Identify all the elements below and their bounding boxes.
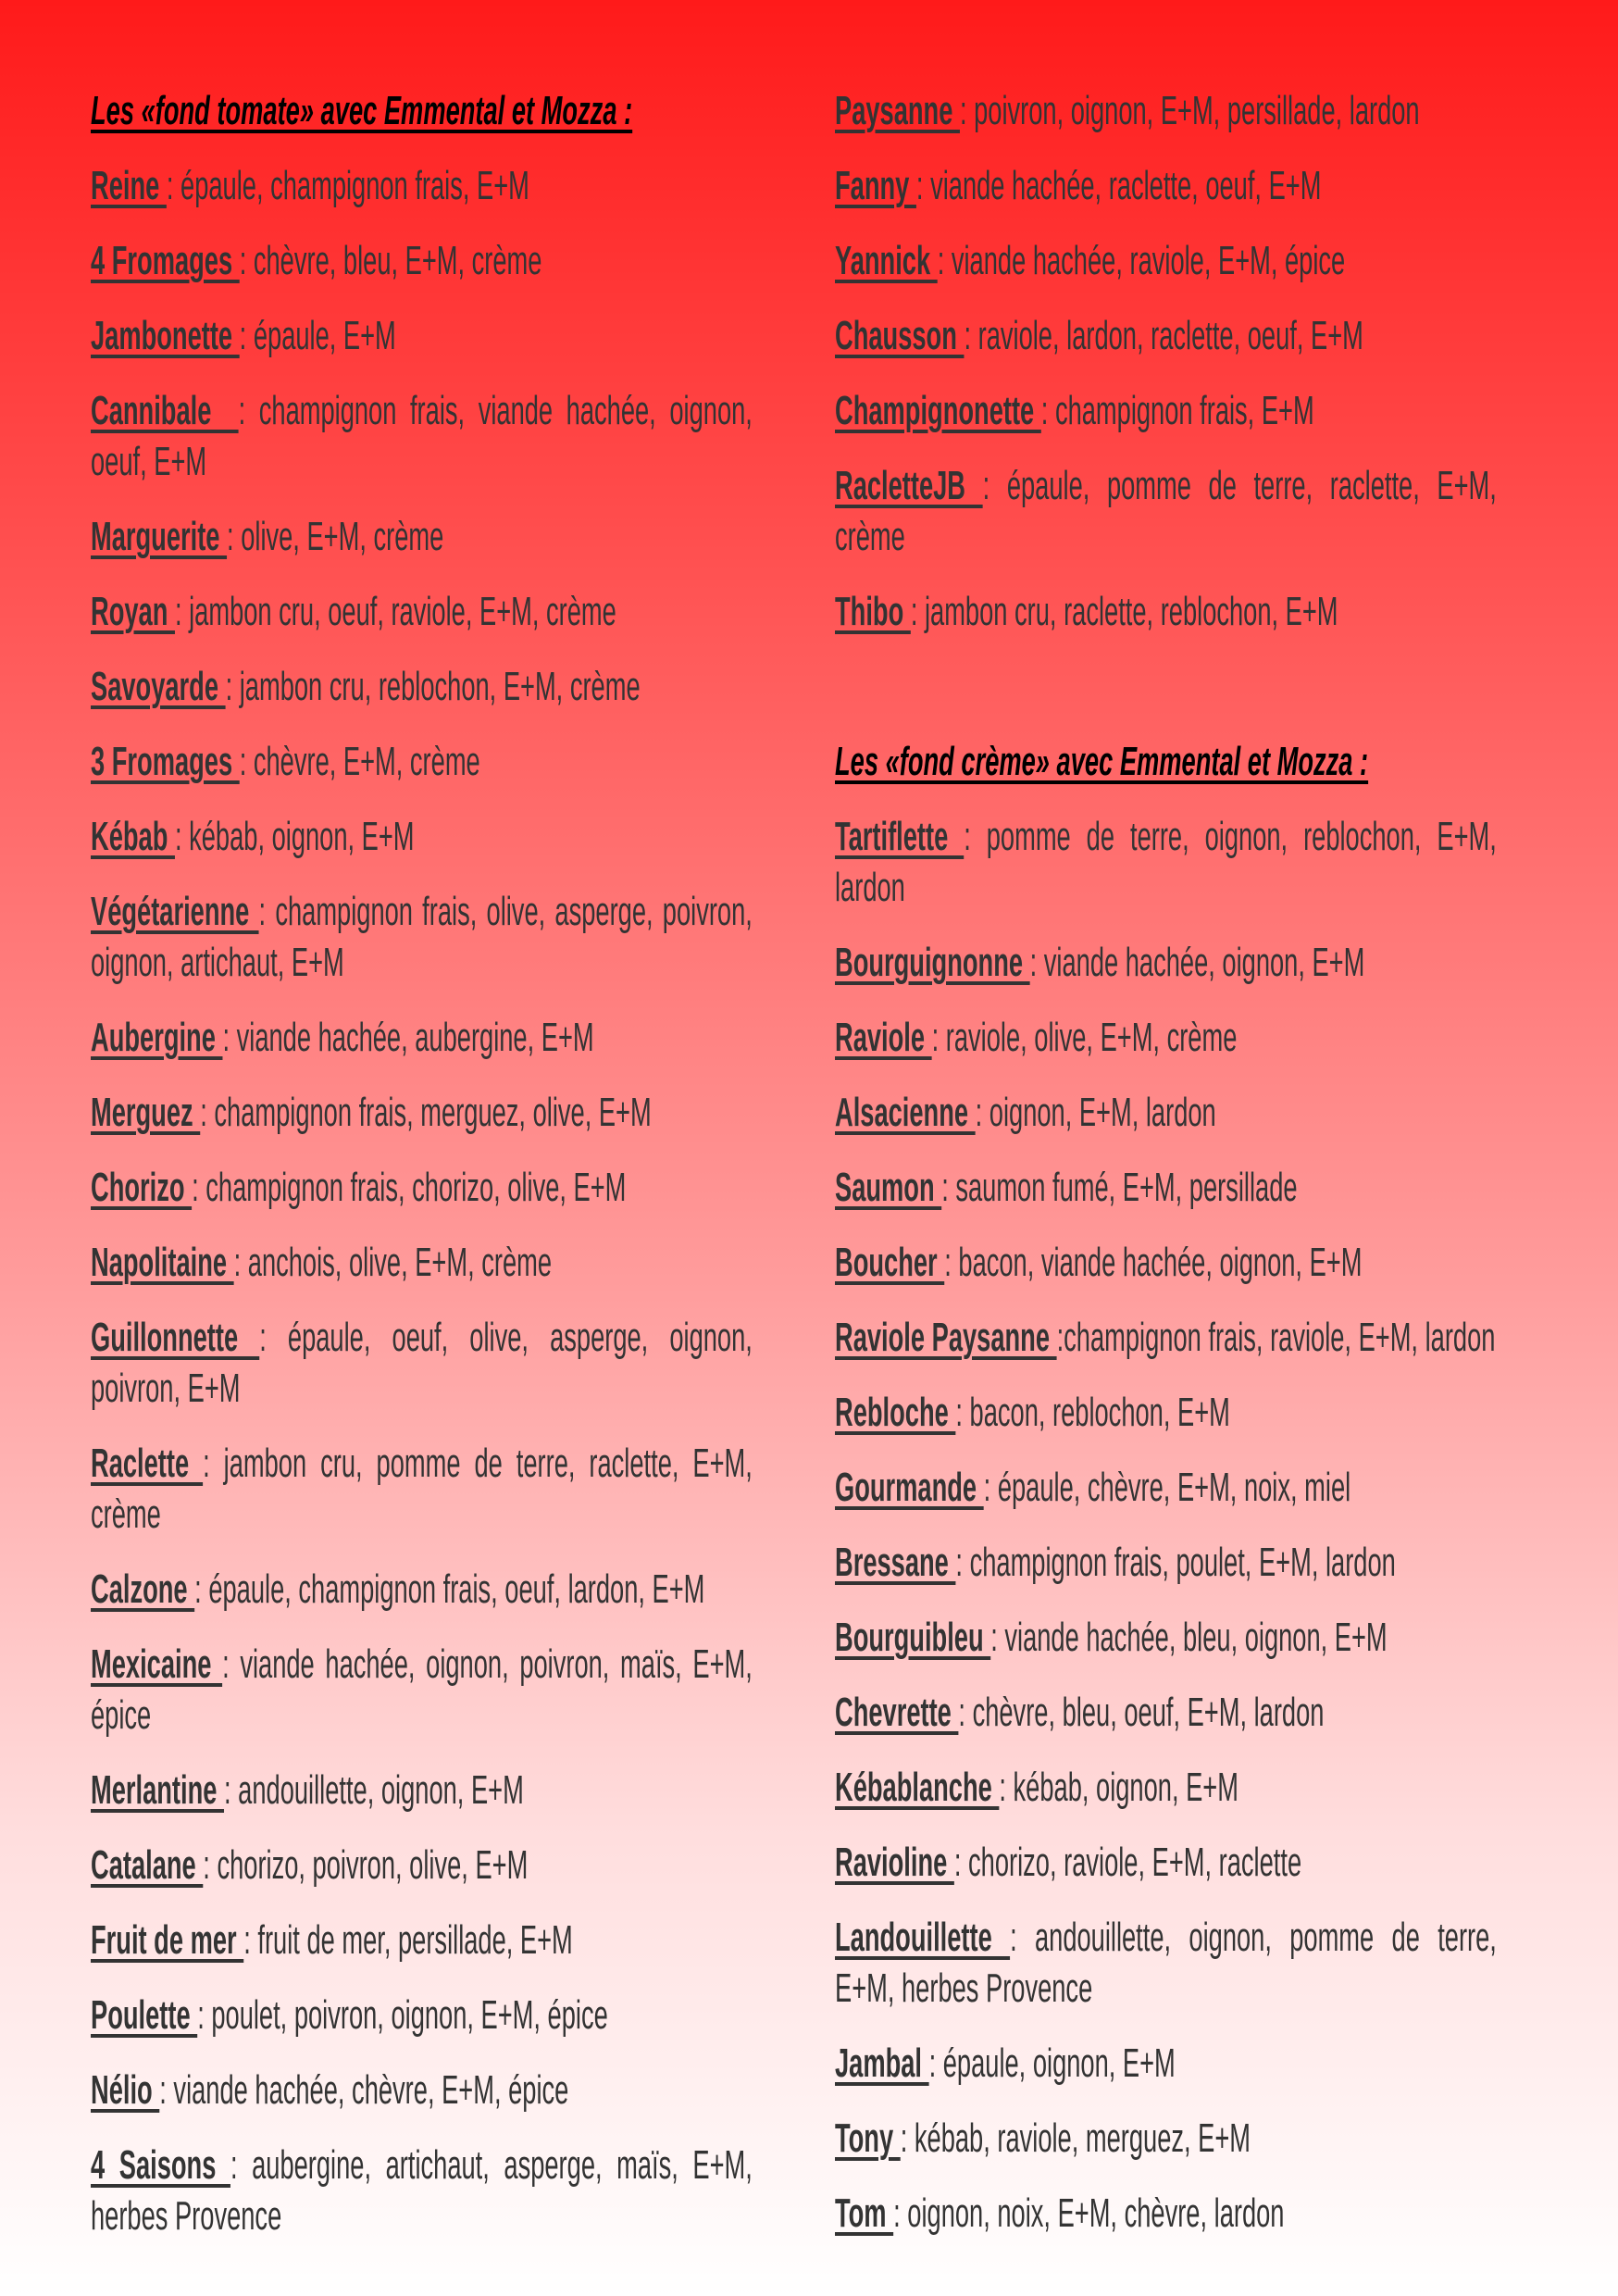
fond-tomate-list-continued — [835, 85, 1497, 637]
pizza-name: Paysanne — [835, 88, 960, 133]
pizza-ingredients: : viande hachée, bleu, oignon, E+M — [990, 1615, 1388, 1660]
pizza-name: Chevrette — [835, 1690, 959, 1735]
pizza-item — [91, 886, 753, 988]
pizza-name: Gourmande — [835, 1465, 984, 1510]
fond-tomate-list — [91, 160, 753, 2241]
pizza-ingredients: : raviole, olive, E+M, crème — [931, 1015, 1238, 1060]
pizza-name: Catalane — [91, 1842, 204, 1888]
pizza-name: Boucher — [835, 1240, 945, 1285]
pizza-ingredients: : poulet, poivron, oignon, E+M, épice — [197, 1992, 608, 2038]
pizza-item — [835, 1537, 1497, 1588]
pizza-ingredients: : saumon fumé, E+M, persillade — [941, 1165, 1298, 1210]
pizza-ingredients: : champignon frais, olive, asperge, poivron, oignon, artichaut, E+M — [91, 889, 753, 985]
pizza-item — [91, 811, 753, 862]
right-column — [835, 85, 1497, 2263]
pizza-item — [835, 1012, 1497, 1063]
pizza-item — [835, 1387, 1497, 1438]
pizza-ingredients: : kébab, oignon, E+M — [174, 814, 415, 859]
pizza-item — [835, 460, 1497, 562]
pizza-name: Fanny — [835, 163, 916, 208]
pizza-item — [835, 385, 1497, 436]
pizza-item — [91, 385, 753, 487]
pizza-name: Raclette — [91, 1441, 204, 1486]
pizza-ingredients: : champignon frais, viande hachée, oignon, oeuf, E+M — [91, 388, 753, 484]
pizza-item — [835, 310, 1497, 361]
pizza-ingredients: : oignon, noix, E+M, chèvre, lardon — [893, 2190, 1285, 2236]
section-header-fond-tomate: Les «fond tomate» avec Emmental et Mozza : — [91, 88, 633, 133]
pizza-name: Merlantine — [91, 1767, 225, 1813]
pizza-ingredients: : épaule, E+M — [239, 313, 396, 358]
pizza-ingredients: : épaule, champignon frais, E+M — [166, 163, 529, 208]
pizza-name: 4 Saisons — [91, 2142, 230, 2188]
left-column — [91, 85, 753, 2265]
pizza-ingredients: : chèvre, bleu, oeuf, E+M, lardon — [958, 1690, 1325, 1735]
pizza-ingredients: : jambon cru, raclette, reblochon, E+M — [910, 589, 1338, 634]
pizza-ingredients: : champignon frais, poulet, E+M, lardon — [955, 1540, 1396, 1585]
pizza-item — [91, 1438, 753, 1540]
pizza-name: Alsacienne — [835, 1090, 976, 1135]
pizza-item — [91, 1087, 753, 1138]
pizza-name: Guillonnette — [91, 1315, 260, 1360]
pizza-item — [91, 736, 753, 787]
pizza-item — [91, 1765, 753, 1816]
pizza-item — [91, 1237, 753, 1288]
pizza-name: Mexicaine — [91, 1641, 223, 1687]
pizza-item — [835, 85, 1497, 136]
pizza-ingredients: : aubergine, artichaut, asperge, maïs, E+M, herbes Provence — [91, 2142, 753, 2239]
pizza-item — [835, 160, 1497, 211]
pizza-item — [835, 235, 1497, 286]
section-header-fond-creme: Les «fond crème» avec Emmental et Mozza : — [835, 739, 1369, 784]
pizza-ingredients: : viande hachée, aubergine, E+M — [222, 1015, 594, 1060]
pizza-ingredients: : champignon frais, chorizo, olive, E+M — [192, 1165, 627, 1210]
pizza-ingredients: : chorizo, raviole, E+M, raclette — [953, 1840, 1302, 1885]
pizza-name: Royan — [91, 589, 175, 634]
pizza-item — [835, 811, 1497, 913]
pizza-name: Savoyarde — [91, 664, 226, 709]
pizza-item — [835, 2113, 1497, 2164]
pizza-item — [835, 1312, 1497, 1363]
pizza-name: Reine — [91, 163, 167, 208]
pizza-name: Raviole — [835, 1015, 932, 1060]
pizza-ingredients: : olive, E+M, crème — [227, 514, 444, 559]
pizza-name: Napolitaine — [91, 1240, 234, 1285]
pizza-name: Marguerite — [91, 514, 228, 559]
pizza-ingredients: : chèvre, bleu, E+M, crème — [239, 238, 542, 283]
pizza-ingredients: : jambon cru, oeuf, raviole, E+M, crème — [174, 589, 616, 634]
pizza-name: 3 Fromages — [91, 739, 240, 784]
pizza-name: Jambal — [835, 2040, 929, 2086]
pizza-ingredients: : andouillette, oignon, E+M — [224, 1767, 524, 1813]
pizza-ingredients: : andouillette, oignon, pomme de terre, E+M, herbes Provence — [835, 1915, 1497, 2011]
pizza-item — [91, 2065, 753, 2115]
pizza-name: Végétarienne — [91, 889, 259, 934]
pizza-name: Saumon — [835, 1165, 942, 1210]
pizza-item — [91, 1162, 753, 1213]
pizza-name: Merguez — [91, 1090, 201, 1135]
pizza-ingredients: : épaule, champignon frais, oeuf, lardon, E+M — [194, 1566, 705, 1612]
pizza-name: Rebloche — [835, 1390, 956, 1435]
pizza-ingredients: : épaule, oeuf, olive, asperge, oignon, poivron, E+M — [91, 1315, 753, 1411]
pizza-item — [835, 1237, 1497, 1288]
pizza-name: Landouillette — [835, 1915, 1011, 1960]
pizza-ingredients: : champignon frais, merguez, olive, E+M — [200, 1090, 652, 1135]
pizza-name: RacletteJB — [835, 463, 983, 508]
pizza-ingredients: :champignon frais, raviole, E+M, lardon — [1056, 1315, 1496, 1360]
pizza-name: Calzone — [91, 1566, 195, 1612]
pizza-name: Tony — [835, 2115, 901, 2161]
pizza-item — [91, 1639, 753, 1741]
pizza-item — [91, 235, 753, 286]
pizza-ingredients: : anchois, olive, E+M, crème — [233, 1240, 553, 1285]
pizza-item — [835, 1687, 1497, 1738]
fond-creme-list — [835, 811, 1497, 2239]
pizza-ingredients: : oignon, E+M, lardon — [975, 1090, 1216, 1135]
pizza-ingredients: : viande hachée, raclette, oeuf, E+M — [915, 163, 1322, 208]
pizza-item — [91, 1564, 753, 1615]
pizza-item — [835, 2038, 1497, 2089]
pizza-name: Bressane — [835, 1540, 956, 1585]
pizza-item — [91, 1915, 753, 1965]
pizza-name: Nélio — [91, 2067, 160, 2113]
pizza-item — [91, 1840, 753, 1890]
pizza-item — [91, 661, 753, 712]
pizza-name: Tartiflette — [835, 814, 965, 859]
pizza-item — [835, 937, 1497, 988]
pizza-item — [835, 1762, 1497, 1813]
pizza-name: Aubergine — [91, 1015, 223, 1060]
pizza-item — [835, 1912, 1497, 2014]
pizza-ingredients: : jambon cru, pomme de terre, raclette, E+M, crème — [91, 1441, 753, 1537]
pizza-ingredients: : raviole, lardon, raclette, oeuf, E+M — [964, 313, 1363, 358]
pizza-ingredients: : kébab, oignon, E+M — [999, 1765, 1238, 1810]
pizza-item — [835, 586, 1497, 637]
pizza-ingredients: : fruit de mer, persillade, E+M — [243, 1917, 573, 1963]
pizza-ingredients: : pomme de terre, oignon, reblochon, E+M, lardon — [835, 814, 1497, 910]
pizza-ingredients: : bacon, viande hachée, oignon, E+M — [944, 1240, 1363, 1285]
pizza-ingredients: : chorizo, poivron, olive, E+M — [203, 1842, 529, 1888]
pizza-ingredients: : poivron, oignon, E+M, persillade, lardon — [959, 88, 1420, 133]
pizza-item — [91, 511, 753, 562]
pizza-ingredients: : chèvre, E+M, crème — [239, 739, 480, 784]
pizza-ingredients: : jambon cru, reblochon, E+M, crème — [225, 664, 641, 709]
pizza-name: Chorizo — [91, 1165, 193, 1210]
pizza-ingredients: : viande hachée, oignon, E+M — [1029, 940, 1365, 985]
pizza-item — [91, 1012, 753, 1063]
pizza-item — [91, 160, 753, 211]
pizza-name: Yannick — [835, 238, 938, 283]
pizza-name: Thibo — [835, 589, 911, 634]
pizza-item — [835, 1462, 1497, 1513]
pizza-name: Bourguignonne — [835, 940, 1030, 985]
pizza-ingredients: : kébab, raviole, merguez, E+M — [900, 2115, 1251, 2161]
pizza-item — [91, 586, 753, 637]
pizza-item — [835, 2188, 1497, 2239]
pizza-item — [835, 1162, 1497, 1213]
pizza-item — [835, 1612, 1497, 1663]
pizza-name: Chausson — [835, 313, 965, 358]
pizza-name: Fruit de mer — [91, 1917, 244, 1963]
pizza-ingredients: : viande hachée, oignon, poivron, maïs, E+M, épice — [91, 1641, 753, 1738]
pizza-ingredients: : épaule, chèvre, E+M, noix, miel — [983, 1465, 1351, 1510]
pizza-name: Kébab — [91, 814, 175, 859]
pizza-item — [91, 1312, 753, 1414]
pizza-name: 4 Fromages — [91, 238, 240, 283]
pizza-name: Poulette — [91, 1992, 198, 2038]
pizza-name: Tom — [835, 2190, 894, 2236]
pizza-name: Kébablanche — [835, 1765, 1000, 1810]
pizza-ingredients: : bacon, reblochon, E+M — [955, 1390, 1230, 1435]
pizza-name: Raviole Paysanne — [835, 1315, 1057, 1360]
pizza-ingredients: : viande hachée, chèvre, E+M, épice — [159, 2067, 569, 2113]
pizza-ingredients: : épaule, oignon, E+M — [928, 2040, 1176, 2086]
pizza-item — [835, 1087, 1497, 1138]
pizza-name: Jambonette — [91, 313, 240, 358]
pizza-ingredients: : épaule, pomme de terre, raclette, E+M, crème — [835, 463, 1497, 559]
pizza-name: Ravioline — [835, 1840, 954, 1885]
pizza-name: Cannibale — [91, 388, 239, 433]
pizza-item — [91, 1990, 753, 2040]
pizza-item — [91, 310, 753, 361]
pizza-name: Bourguibleu — [835, 1615, 991, 1660]
pizza-name: Champignonette — [835, 388, 1041, 433]
pizza-ingredients: : viande hachée, raviole, E+M, épice — [937, 238, 1346, 283]
pizza-item — [835, 1837, 1497, 1888]
pizza-ingredients: : champignon frais, E+M — [1040, 388, 1314, 433]
pizza-item — [91, 2140, 753, 2241]
